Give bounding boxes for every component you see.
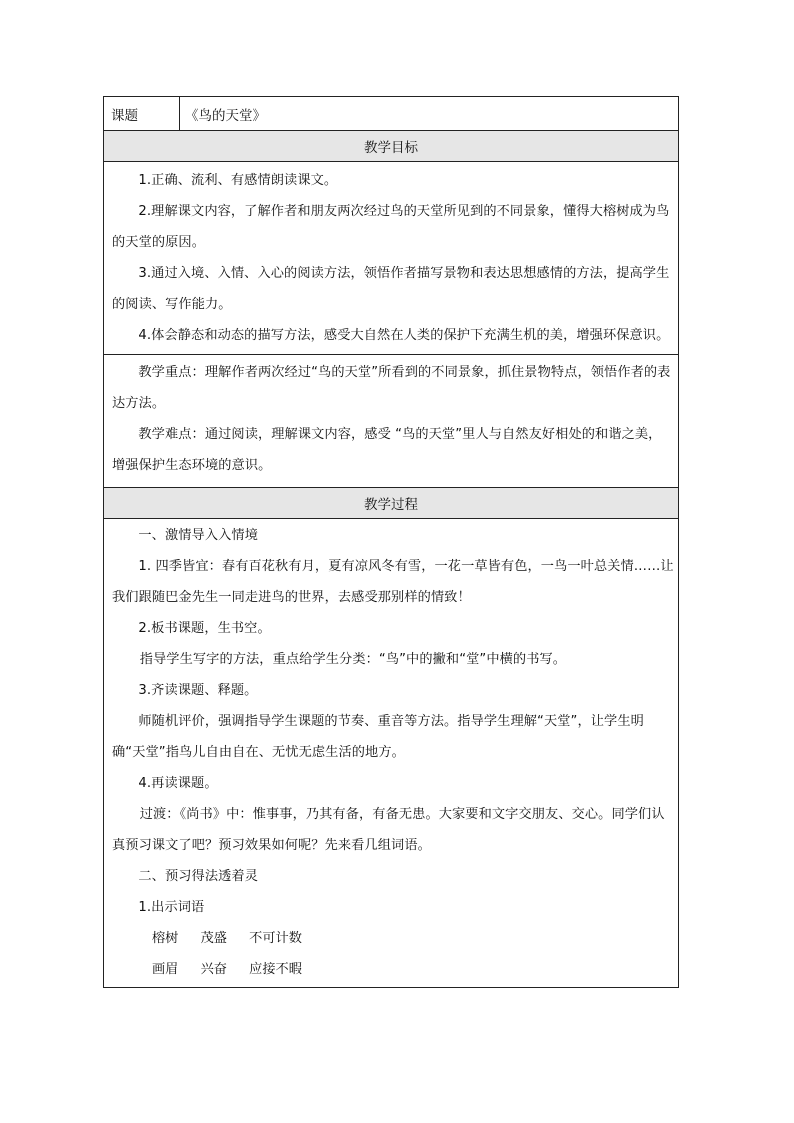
process-paragraph: 一、激情导入入情境	[138, 528, 258, 543]
word-item: 榕树	[152, 931, 179, 946]
word-item: 不可计数	[249, 931, 302, 946]
teaching-focus: 教学重点：理解作者两次经过“鸟的天堂”所看到的不同景象，抓住景物特点，领悟作者的表达方法。	[112, 365, 671, 411]
lesson-title: 《鸟的天堂》	[185, 107, 266, 124]
process-section	[104, 519, 678, 987]
goals-section	[104, 162, 678, 355]
process-paragraph: 过渡：《尚书》中：惟事事，乃其有备，有备无患。大家要和文字交朋友、交心。同学们认真预习课文了吧？预习效果如何呢？先来看几组词语。	[112, 807, 665, 853]
process-paragraph: 4.再读课题。	[138, 776, 218, 791]
process-paragraph: 二、预习得法透着灵	[138, 869, 258, 884]
word-item: 画眉	[152, 962, 179, 977]
title-label: 课题	[104, 97, 180, 130]
goals-heading: 教学目标	[104, 131, 678, 162]
process-paragraph: 3.齐读课题、释题。	[138, 683, 258, 698]
process-paragraph: 1. 四季皆宜：春有百花秋有月，夏有凉风冬有雪，一花一草皆有色，一鸟一叶总关情……让我们跟随巴金先生一同走进鸟的世界，去感受那别样的情致！	[112, 559, 674, 605]
goal-item: 3.通过入境、入情、入心的阅读方法，领悟作者描写景物和表达思想感情的方法，提高学生的阅读、写作能力。	[112, 266, 670, 312]
title-row	[104, 97, 678, 131]
word-list-row	[112, 954, 674, 985]
goal-item: 1.正确、流利、有感情朗读课文。	[138, 173, 338, 188]
word-item: 兴奋	[200, 962, 227, 977]
word-list-row	[112, 923, 674, 954]
teaching-difficulty: 教学难点：通过阅读，理解课文内容，感受 “鸟的天堂”里人与自然友好相处的和谐之美，增强保护生态环境的意识。	[112, 427, 662, 473]
process-paragraph: 1.出示词语	[138, 900, 205, 915]
process-paragraph: 师随机评价，强调指导学生课题的节奏、重音等方法。指导学生理解“天堂”，让学生明确“天堂”指鸟儿自由自在、无忧无虑生活的地方。	[112, 714, 644, 760]
key-points-section	[104, 355, 678, 488]
word-item: 应接不暇	[249, 962, 302, 977]
process-heading: 教学过程	[104, 488, 678, 519]
lesson-plan-table	[103, 96, 679, 988]
process-paragraph: 指导学生写字的方法，重点给学生分类：“鸟”中的撇和“堂”中横的书写。	[139, 652, 567, 667]
process-paragraph: 2.板书课题，生书空。	[138, 621, 271, 636]
goal-item: 2.理解课文内容，了解作者和朋友两次经过鸟的天堂所见到的不同景象，懂得大榕树成为鸟的天堂的原因。	[112, 204, 670, 250]
goal-item: 4.体会静态和动态的描写方法，感受大自然在人类的保护下充满生机的美，增强环保意识。	[138, 328, 670, 343]
word-item: 茂盛	[200, 931, 227, 946]
